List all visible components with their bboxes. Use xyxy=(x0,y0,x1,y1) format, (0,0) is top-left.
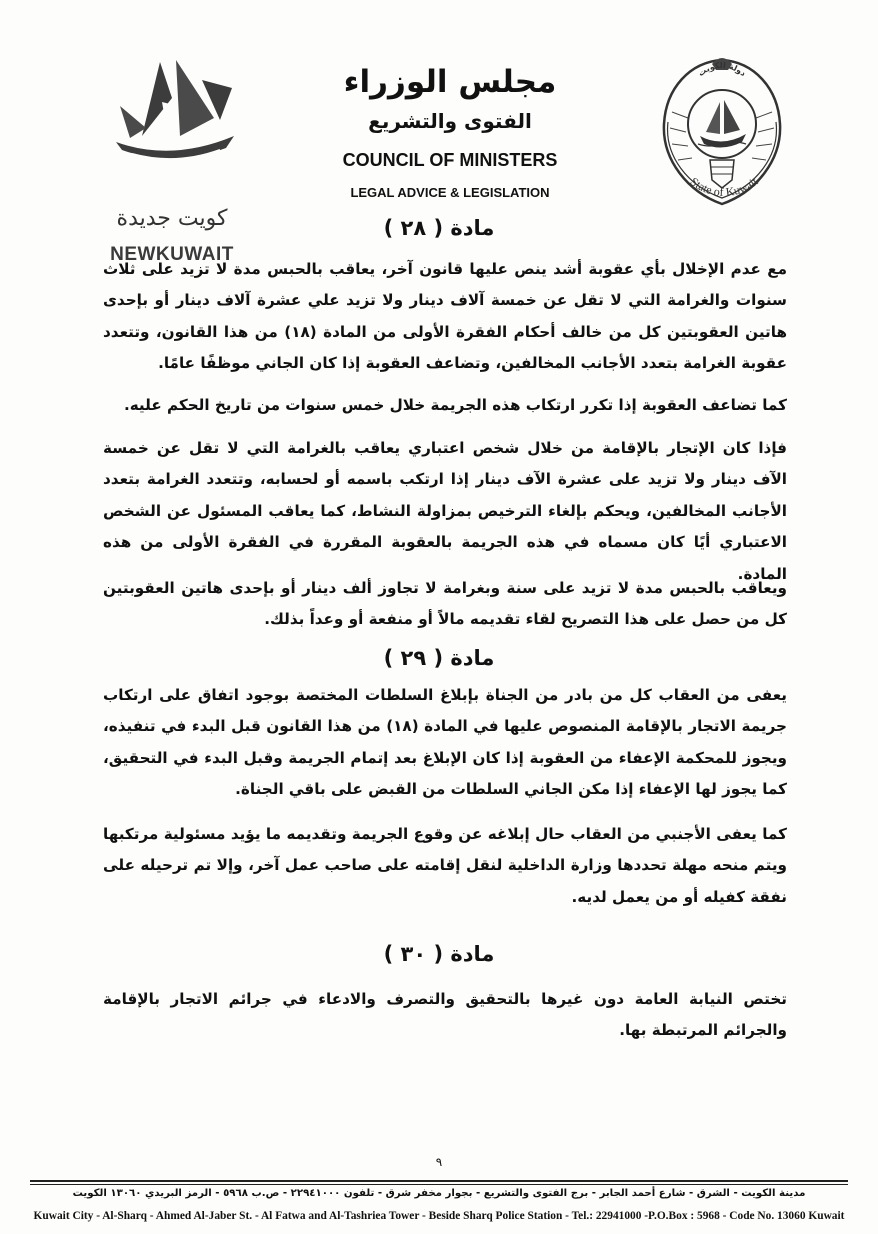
article-28-paragraph-1: مع عدم الإخلال بأي عقوبة أشد ينص عليها قانون آخر، يعاقب بالحبس مدة لا تزيد على ثلاث سنوات والغرامة التي لا تقل عن خمسة آلاف دينار ولا تزيد علي عشرة آلاف دينار أو بإحدى هاتين العقوبتين كل من خالف أحكام الفقرة الأولى من المادة (١٨) من هذا القانون، وتتعدد عقوبة الغرامة بتعدد الأجانب المخالفين، وتضاعف العقوبة إذا كان الجاني موظفًا عامًا. xyxy=(103,260,787,373)
article-28-title: مادة ( ٢٨ ) xyxy=(383,216,495,240)
article-29-title: مادة ( ٢٩ ) xyxy=(383,646,495,670)
department-title-arabic: الفتوى والتشريع xyxy=(368,109,532,133)
new-kuwait-arabic-text: كويت جديدة xyxy=(116,206,228,231)
department-title-english: LEGAL ADVICE & LEGISLATION xyxy=(350,185,550,200)
article-29-paragraph-1: يعفى من العقاب كل من بادر من الجناة بإبلاغ السلطات المختصة بوجود اتفاق على ارتكاب جريمة الاتجار بالإقامة المنصوص عليها في المادة (١٨) من هذا القانون قبل البدء في تنفيذه، ويجوز للمحكمة الإعفاء من العقوبة إذا كان الإبلاغ بعد إتمام الجريمة وقبل البدء في التحقيق، كما يجوز لها الإعفاء إذا مكن الجاني السلطات من القبض على باقي الجناة. xyxy=(103,686,787,799)
letterhead-title-block xyxy=(300,60,600,208)
council-title-english: COUNCIL OF MINISTERS xyxy=(342,150,558,170)
footer-divider xyxy=(30,1180,848,1182)
article-28-paragraph-4: ويعاقب بالحبس مدة لا تزيد على سنة وبغرامة لا تجاوز ألف دينار أو بإحدى هاتين العقوبتين كل من حصل على هذا التصريح لقاء تقديمه مالاً أو منفعة أو وعداً بذلك. xyxy=(103,579,787,629)
state-of-kuwait-emblem xyxy=(654,52,790,212)
article-30-title: مادة ( ٣٠ ) xyxy=(383,942,495,966)
footer-address-english: Kuwait City - Al-Sharq - Ahmed Al-Jaber St. - Al Fatwa and Al-Tashriea Tower - Beside Sharq Police Station - Tel.: 22941000 -P.O.Box : 5968 - Code No. 13060 Kuwait xyxy=(33,1210,845,1222)
article-28-paragraph-3: فإذا كان الإتجار بالإقامة من خلال شخص اعتباري يعاقب بالغرامة التي لا تقل عن خمسة الآف دينار ولا تزيد على عشرة الآف دينار إذا ارتكب باسمه أو لحسابه، وتتعدد الغرامة بتعدد الأجانب المخالفين، ويحكم بإلغاء الترخيص بمزاولة النشاط، كما يعاقب المسئول عن الشخص الاعتباري أيًا كان مسماه في هذه الجريمة بالعقوبة المقررة في الفقرة الأولى من هذه المادة. xyxy=(103,439,787,583)
emblem-bottom-text: State of Kuwait xyxy=(687,174,761,200)
article-29-paragraph-2: كما يعفى الأجنبي من العقاب حال إبلاغه عن وقوع الجريمة وتقديمه ما يؤيد مسئولية مرتكبها ويتم منحه مهلة تحددها وزارة الداخلية لنقل إقامته على صاحب عمل آخر، وإلا تم ترحيله على نفقة كفيله أو من يعمل لديه. xyxy=(103,825,787,906)
dhow-sail-icon xyxy=(102,58,242,168)
new-kuwait-english-text: NEWKUWAIT xyxy=(110,244,234,265)
footer-divider-thin xyxy=(30,1184,848,1185)
footer-address-arabic: مدينة الكويت - الشرق - شارع أحمد الجابر - برج الفتوى والتشريع - بجوار مخفر شرق - تلفون ٢٢٩٤١٠٠٠ - ص.ب ٥٩٦٨ - الرمز البريدي ١٣٠٦٠ الكويت xyxy=(72,1188,806,1199)
council-title-arabic: مجلس الوزراء xyxy=(343,64,557,100)
falcon-emblem-icon xyxy=(654,52,790,212)
article-28-paragraph-2: كما تضاعف العقوبة إذا تكرر ارتكاب هذه الجريمة خلال خمس سنوات من تاريخ الحكم عليه. xyxy=(123,396,787,414)
new-kuwait-logo xyxy=(92,58,252,265)
emblem-top-text: دولة الكويت xyxy=(696,60,748,79)
article-30-paragraph-1: تختص النيابة العامة دون غيرها بالتحقيق والتصرف والادعاء في جرائم الاتجار بالإقامة والجرائم المرتبطة بها. xyxy=(103,990,787,1040)
page-number: ٩ xyxy=(435,1155,443,1169)
